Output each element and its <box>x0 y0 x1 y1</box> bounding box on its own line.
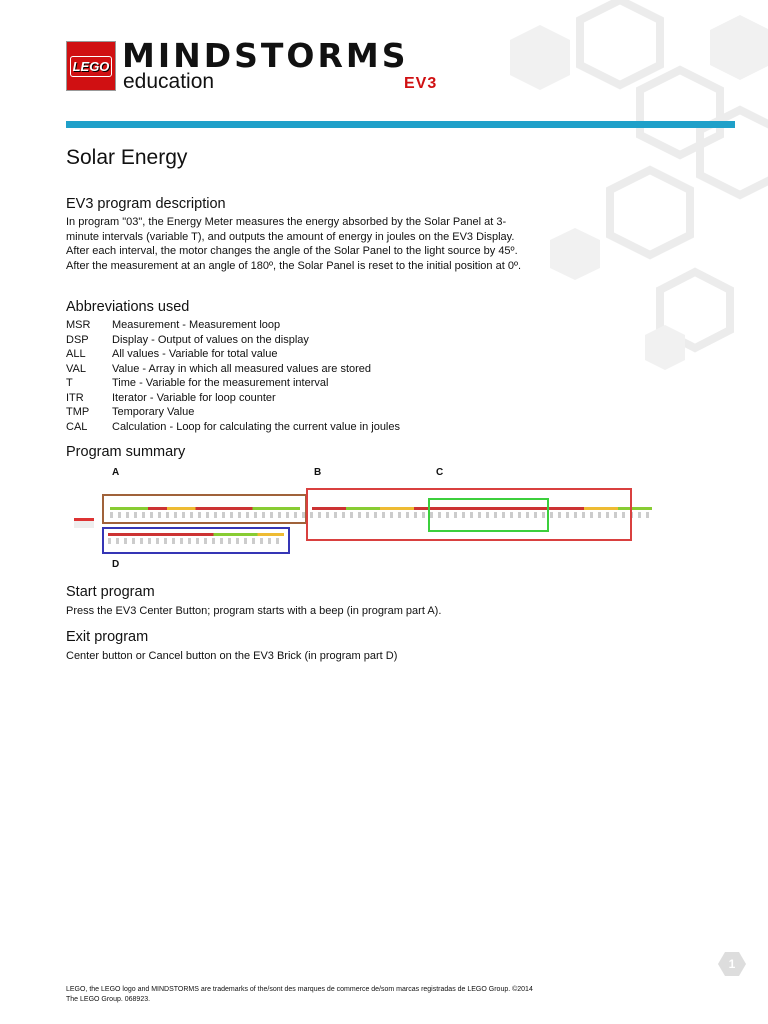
header-divider <box>66 121 735 128</box>
list-item: DSP Display - Output of values on the display <box>66 333 309 346</box>
hexagon-background-decoration <box>470 0 768 400</box>
list-item: ITR Iterator - Variable for loop counter <box>66 391 276 404</box>
label-d: D <box>112 559 120 570</box>
part-d-box <box>102 527 290 554</box>
label-a: A <box>112 467 120 478</box>
start-text: Press the EV3 Center Button; program starts with a beep (in program part A). <box>66 605 442 617</box>
part-c-box <box>428 498 549 532</box>
footer-legal: LEGO, the LEGO logo and MINDSTORMS are trademarks of the/sont des marques de commerce de/som marcas registradas de LEGO Group. ©2014 The LEGO Group. 068923. <box>66 986 533 1003</box>
description-text: In program "03", the Energy Meter measures the energy absorbed by the Solar Panel at 3-minute intervals (variable T), and outputs the amount of energy in joules on the EV3 Display. After each interval, the motor changes the angle of the Solar Panel to the light source by 45º. After the measurement at an angle of 180º, the Solar Panel is reset to the initial position at 0º. <box>66 216 522 272</box>
abbreviations-heading: Abbreviations used <box>66 299 190 315</box>
abbreviations-list <box>66 318 400 434</box>
exit-text: Center button or Cancel button on the EV3 Brick (in program part D) <box>66 650 398 662</box>
page-number-badge <box>718 952 746 976</box>
education-label: education <box>123 70 215 93</box>
list-item: T Time - Variable for the measurement interval <box>66 377 329 389</box>
description-heading: EV3 program description <box>66 196 226 212</box>
mindstorms-wordmark: MINDSTORMS <box>122 36 409 75</box>
part-a-box <box>102 494 307 524</box>
list-item: CAL Calculation - Loop for calculating the current value in joules <box>66 420 400 433</box>
start-heading: Start program <box>66 584 155 600</box>
exit-heading: Exit program <box>66 629 149 645</box>
list-item: VAL Value - Array in which all measured values are stored <box>66 362 372 375</box>
list-item: ALL All values - Variable for total value <box>66 348 278 360</box>
label-b: B <box>314 467 322 478</box>
label-c: C <box>436 467 444 478</box>
list-item: MSR Measurement - Measurement loop <box>66 319 281 331</box>
page-number: 1 <box>728 957 736 971</box>
summary-heading: Program summary <box>66 444 186 460</box>
list-item: TMP Temporary Value <box>66 406 195 418</box>
page-title: Solar Energy <box>66 146 188 169</box>
start-block <box>74 518 94 528</box>
lego-logo: LEGO <box>66 41 116 91</box>
ev3-label: EV3 <box>404 75 438 92</box>
